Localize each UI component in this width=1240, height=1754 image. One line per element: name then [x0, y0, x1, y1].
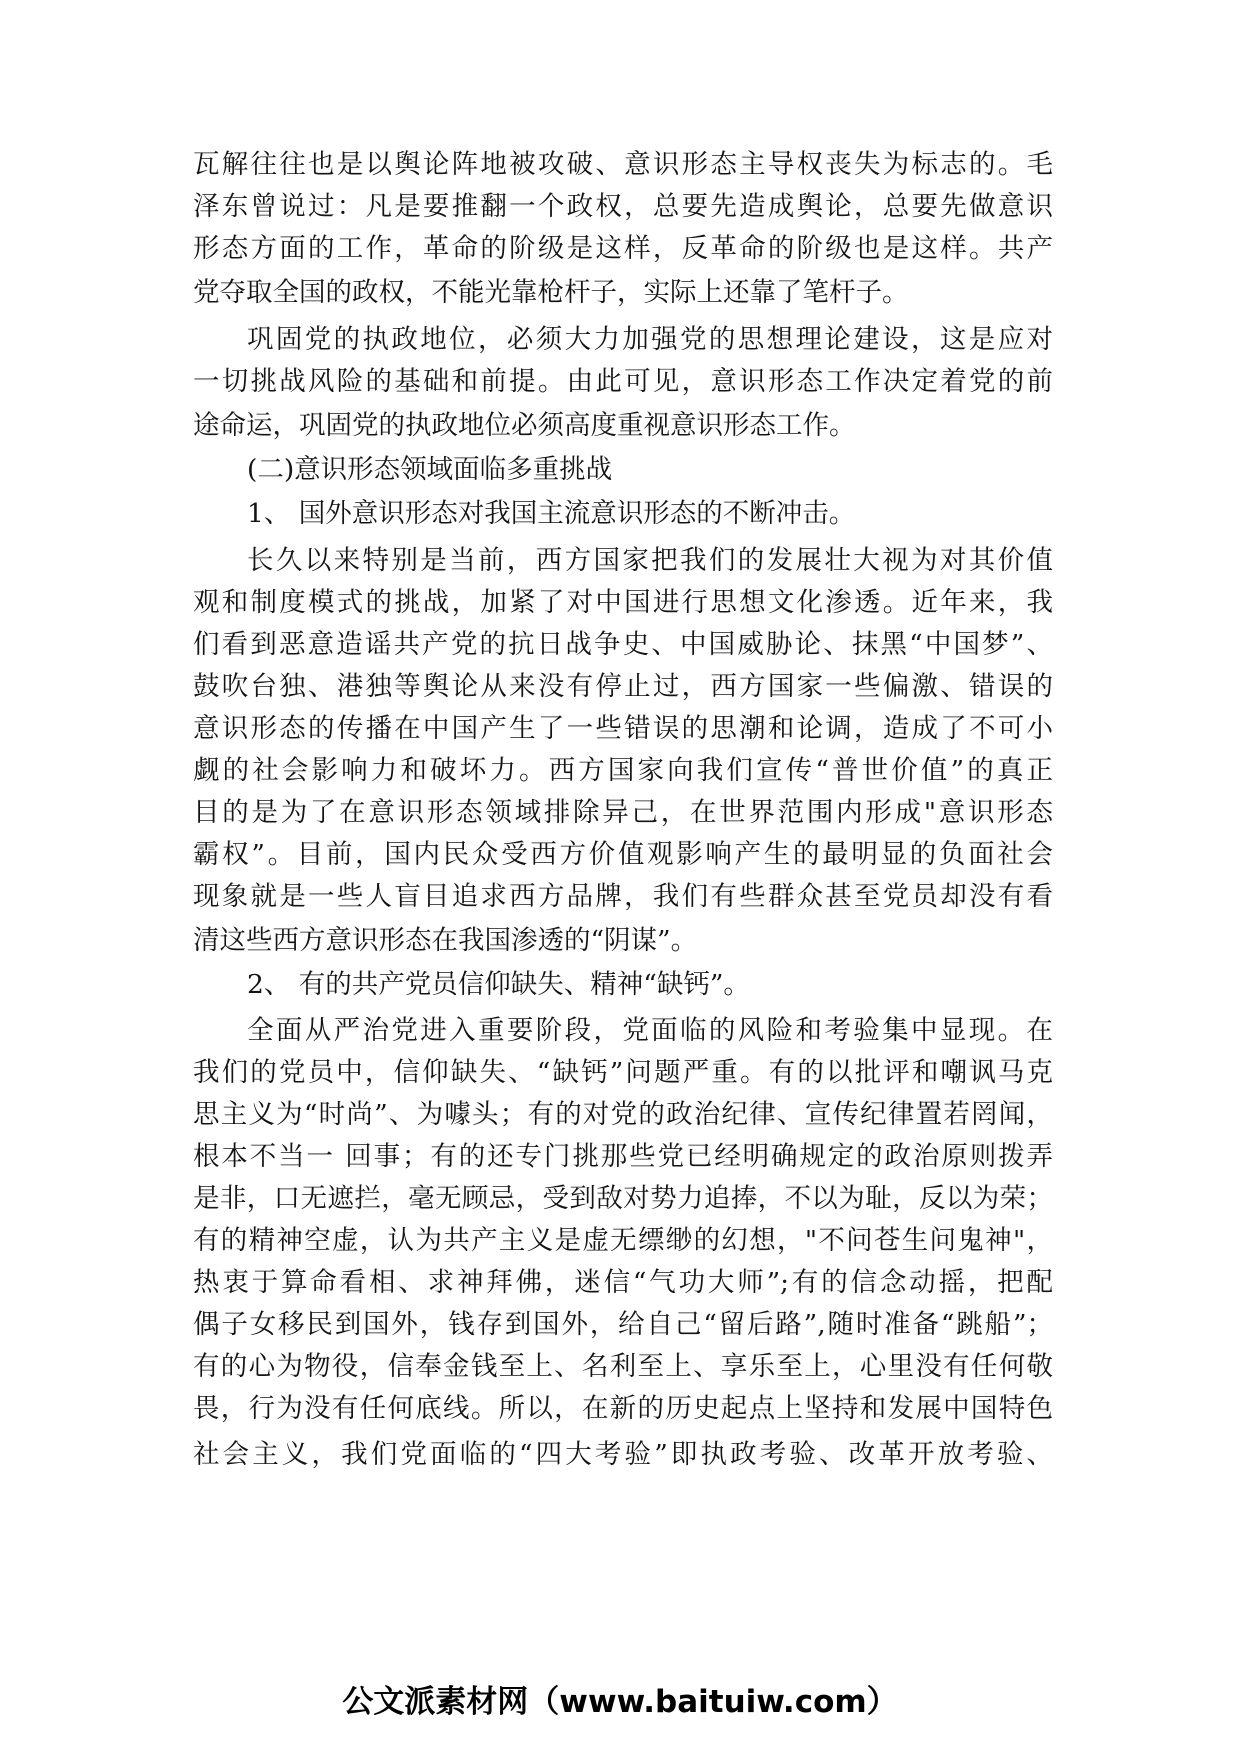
text-line: 是非，口无遮拦，毫无顾忌，受到敌对势力追捧，不以为耻，反以为荣； — [193, 1183, 1053, 1214]
text-line: 泽东曾说过：凡是要推翻一个政权，总要先造成舆论，总要先做意识 — [193, 191, 1053, 222]
text-line: 根本不当一 回事；有的还专门挑那些党已经明确规定的政治原则拨弄 — [193, 1141, 1053, 1172]
footer-watermark: 公文派素材网（www.baituiw.com） — [342, 1684, 898, 1720]
paragraph-first-line: 全面从严治党进入重要阶段，党面临的风险和考验集中显现。在 — [247, 1015, 1053, 1046]
text-line: 们看到恶意造谣共产党的抗日战争史、中国威胁论、抹黑“中国梦”、 — [193, 629, 1053, 660]
text-line: 途命运，巩固党的执政地位必须高度重视意识形态工作。 — [193, 410, 856, 441]
text-line: 我们的党员中，信仰缺失、“缺钙”问题严重。有的以批评和嘲讽马克 — [193, 1057, 1053, 1088]
text-line: 思主义为“时尚”、为噱头；有的对党的政治纪律、宣传纪律置若罔闻， — [193, 1099, 1053, 1130]
text-line: 形态方面的工作，革命的阶级是这样，反革命的阶级也是这样。共产 — [193, 233, 1053, 264]
text-line: 党夺取全国的政权，不能光靠枪杆子，实际上还靠了笔杆子。 — [193, 277, 909, 308]
subsection-heading: 2、 有的共产党员信仰缺失、精神“缺钙”。 — [247, 969, 750, 1000]
text-line: 热衷于算命看相、求神拜佛，迷信“气功大师”;有的信念动摇，把配 — [193, 1267, 1053, 1298]
text-line: 意识形态的传播在中国产生了一些错误的思潮和论调，造成了不可小 — [193, 713, 1053, 744]
text-line: 有的精神空虚，认为共产主义是虚无缥缈的幻想，"不问苍生问鬼神"， — [193, 1225, 1053, 1256]
paragraph-first-line: 长久以来特别是当前，西方国家把我们的发展壮大视为对其价值 — [247, 545, 1053, 576]
text-line: 偶子女移民到国外，钱存到国外，给自己“留后路”,随时准备“跳船”； — [193, 1309, 1053, 1340]
text-line: 观和制度模式的挑战，加紧了对中国进行思想文化渗透。近年来，我 — [193, 587, 1053, 618]
section-heading: (二)意识形态领域面临多重挑战 — [247, 454, 613, 485]
text-line: 鼓吹台独、港独等舆论从来没有停止过，西方国家一些偏激、错误的 — [193, 671, 1053, 702]
text-line: 现象就是一些人盲目追求西方品牌，我们有些群众甚至党员却没有看 — [193, 881, 1053, 912]
text-line: 畏，行为没有任何底线。所以，在新的历史起点上坚持和发展中国特色 — [193, 1393, 1053, 1424]
text-line: 瓦解往往也是以舆论阵地被攻破、意识形态主导权丧失为标志的。毛 — [193, 149, 1053, 180]
subsection-heading: 1、 国外意识形态对我国主流意识形态的不断冲击。 — [247, 498, 856, 529]
text-line: 一切挑战风险的基础和前提。由此可见，意识形态工作决定着党的前 — [193, 366, 1053, 397]
text-line: 觑的社会影响力和破坏力。西方国家向我们宣传“普世价值”的真正 — [193, 755, 1053, 786]
paragraph-first-line: 巩固党的执政地位，必须大力加强党的思想理论建设，这是应对 — [247, 324, 1053, 355]
text-line: 目的是为了在意识形态领域排除异己，在世界范围内形成"意识形态 — [193, 797, 1053, 828]
text-line: 霸权”。目前，国内民众受西方价值观影响产生的最明显的负面社会 — [193, 839, 1053, 870]
text-line: 有的心为物役，信奉金钱至上、名利至上、享乐至上，心里没有任何敬 — [193, 1351, 1053, 1382]
text-line: 清这些西方意识形态在我国渗透的“阴谋”。 — [193, 925, 698, 956]
text-line: 社会主义，我们党面临的“四大考验”即执政考验、改革开放考验、 — [193, 1439, 1053, 1470]
